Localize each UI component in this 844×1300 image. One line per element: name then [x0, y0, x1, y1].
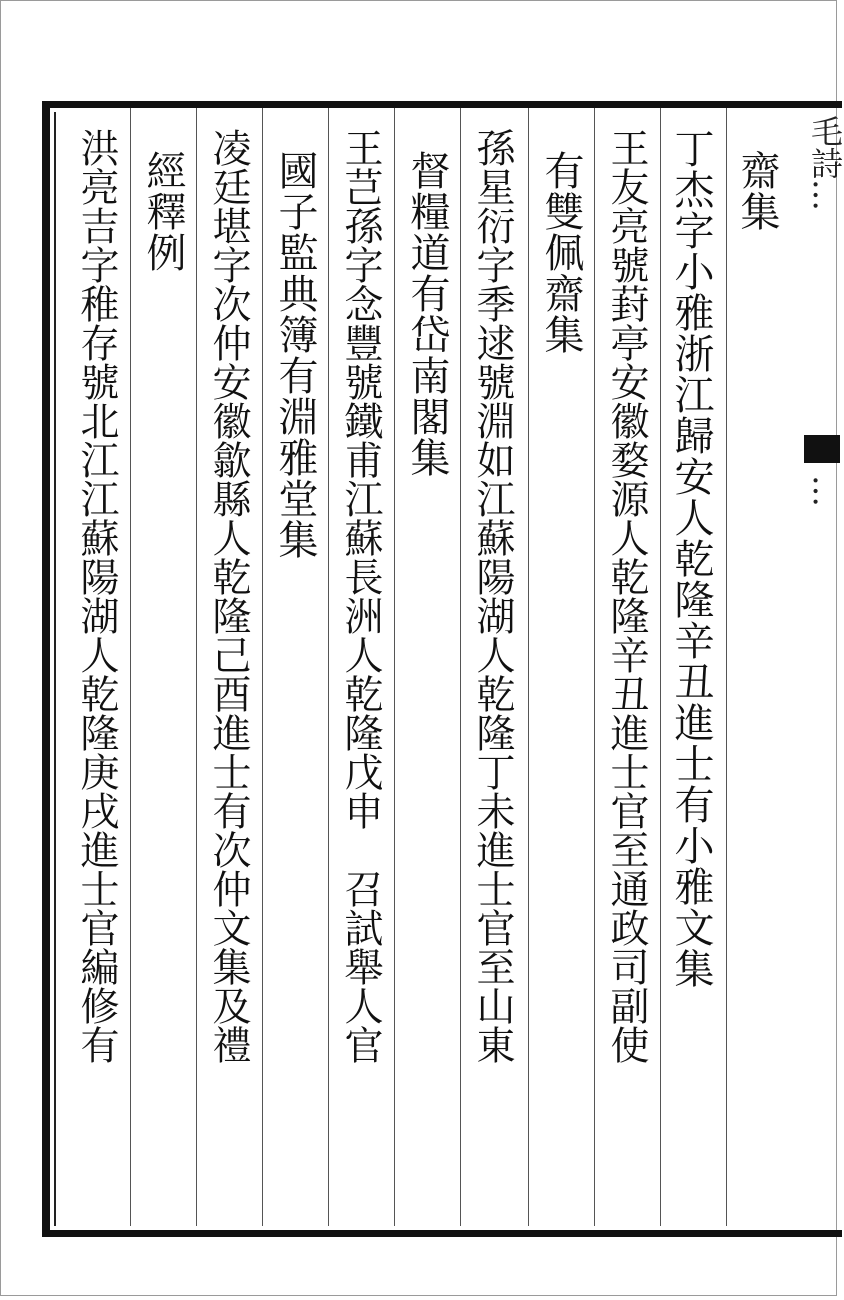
text-column-1: 齋集: [734, 150, 780, 232]
text-column-4: 有雙佩齋集: [538, 150, 584, 355]
text-column-8: 國子監典簿有淵雅堂集: [272, 150, 318, 560]
edge-text-bottom: …: [806, 475, 844, 507]
text-column-11: 洪亮吉字稚存號北江江蘇陽湖人乾隆庚戌進士官編修有: [74, 128, 119, 1064]
column-divider: [528, 108, 529, 1226]
text-column-2: 丁杰字小雅浙江歸安人乾隆辛丑進士有小雅文集: [668, 128, 714, 989]
column-divider: [196, 108, 197, 1226]
column-divider: [394, 108, 395, 1226]
text-column-3: 王友亮號葑亭安徽婺源人乾隆辛丑進士官至通政司副使: [604, 128, 649, 1064]
column-divider: [660, 108, 661, 1226]
column-divider: [328, 108, 329, 1226]
text-column-5: 孫星衍字季逑號淵如江蘇陽湖人乾隆丁未進士官至山東: [470, 128, 515, 1064]
fold-mark: [804, 435, 840, 463]
text-column-7: 王芑孫字念豐號鐵甫江蘇長洲人乾隆戊申 召試舉人官: [338, 128, 383, 1064]
column-divider: [594, 108, 595, 1226]
inner-border-rule: [54, 112, 56, 1226]
text-column-10: 經釋例: [140, 150, 186, 273]
facing-page-edge: [800, 105, 844, 1230]
column-divider: [726, 108, 727, 1226]
column-divider: [460, 108, 461, 1226]
edge-text-top: 毛詩…: [806, 115, 844, 211]
column-divider: [130, 108, 131, 1226]
column-divider: [262, 108, 263, 1226]
text-column-9: 凌廷堪字次仲安徽歙縣人乾隆己酉進士有次仲文集及禮: [206, 128, 251, 1064]
text-column-6: 督糧道有岱南閣集: [404, 150, 450, 478]
